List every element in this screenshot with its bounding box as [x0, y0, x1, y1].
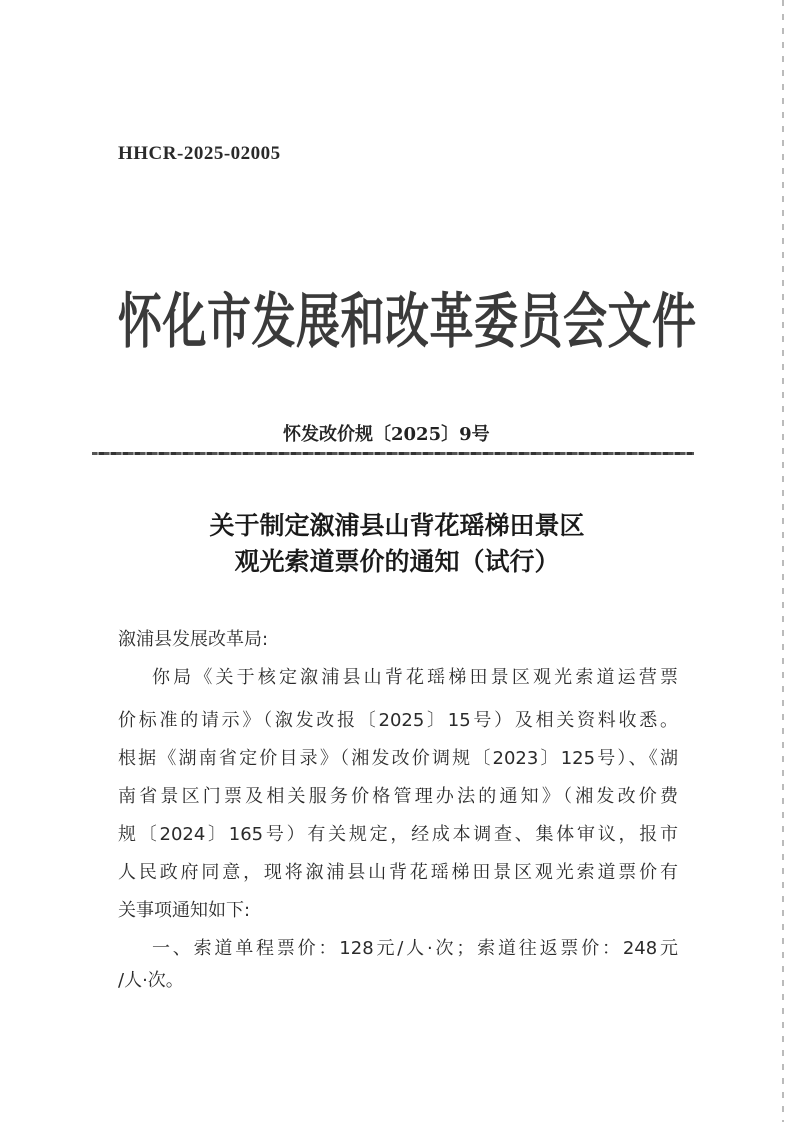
- body-line: /人·次。: [118, 970, 184, 991]
- notice-title-line-2: 观光索道票价的通知（试行）: [234, 547, 560, 576]
- header-divider: [92, 452, 694, 455]
- body-line: 关事项通知如下:: [118, 900, 251, 921]
- recipient: 溆浦县发展改革局:: [118, 629, 269, 650]
- document-number: HHCR-2025-02005: [118, 143, 281, 164]
- body-line: 人民政府同意，现将溆浦县山背花瑶梯田景区观光索道票价有: [118, 862, 678, 883]
- body-line: 一、索道单程票价：128元/人·次；索道往返票价：248元: [152, 938, 678, 959]
- body-line: 价标准的请示》（溆发改报〔2025〕15号）及相关资料收悉。: [118, 710, 678, 731]
- scan-edge-mark: [782, 0, 784, 1122]
- body-line: 根据《湖南省定价目录》（湘发改价调规〔2023〕125号）、《湖: [118, 748, 678, 769]
- body-line: 南省景区门票及相关服务价格管理办法的通知》（湘发改价费: [118, 786, 678, 807]
- masthead-title: 怀化市发展和改革委员会文件: [118, 288, 697, 357]
- body-line: 规〔2024〕165号）有关规定，经成本调查、集体审议，报市: [118, 824, 678, 845]
- body-line: 你局《关于核定溆浦县山背花瑶梯田景区观光索道运营票: [152, 667, 678, 688]
- notice-title-line-1: 关于制定溆浦县山背花瑶梯田景区: [209, 511, 585, 540]
- document-code: 怀发改价规〔2025〕9号: [283, 424, 490, 445]
